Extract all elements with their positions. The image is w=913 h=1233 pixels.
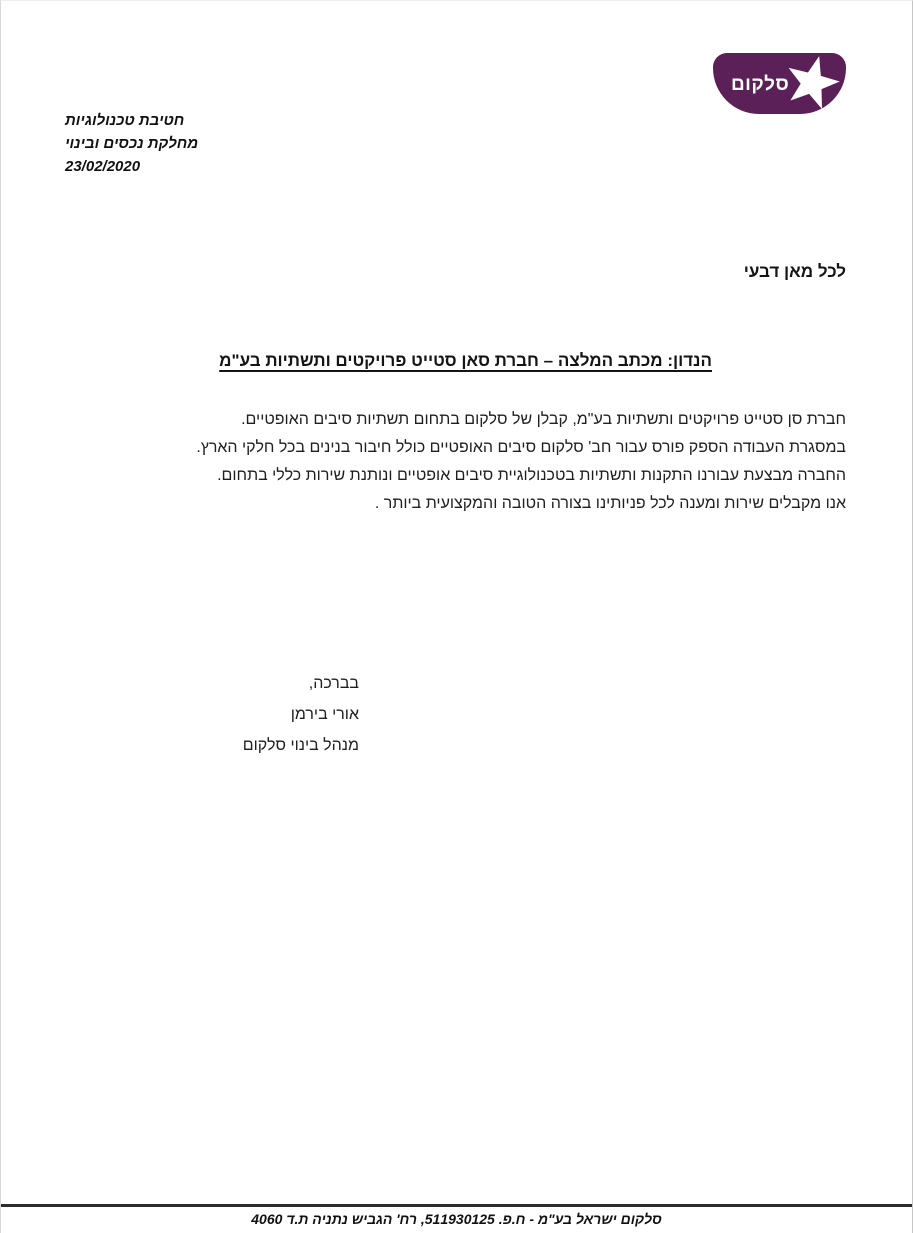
letterhead-department: מחלקת נכסים ובינוי [65, 135, 199, 152]
body-line: חברת סן סטייט פרויקטים ותשתיות בע"מ, קבלן של סלקום בתחום תשתיות סיבים האופטיים. [241, 411, 846, 428]
signature-title: מנהל בינוי סלקום [242, 737, 359, 754]
letterhead-date: 23/02/2020 [65, 158, 141, 175]
recipient-line: לכל מאן דבעי [743, 262, 846, 281]
body-line: אנו מקבלים שירות ומענה לכל פניותינו בצורה הטובה והמקצועית ביותר . [374, 495, 846, 512]
subject-line: הנדון: מכתב המלצה – חברת סאן סטייט פרויקטים ותשתיות בע"מ [219, 351, 712, 370]
signature-closing: בברכה, [308, 675, 359, 692]
letterhead-block [65, 109, 198, 178]
signature-name: אורי בירמן [290, 706, 359, 723]
body-line: במסגרת העבודה הספק פורס עבור חב' סלקום סיבים האופטיים כולל חיבור בנינים בכל חלקי הארץ. [196, 439, 846, 456]
footer-divider [1, 1204, 912, 1207]
body-line: החברה מבצעת עבורנו התקנות ותשתיות בטכנולוגיית סיבים אופטיים ונותנת שירות כללי בתחום. [217, 467, 846, 484]
cellcom-star-icon [781, 54, 843, 112]
letterhead-division: חטיבת טכנולוגיות [65, 112, 185, 129]
cellcom-logo [713, 53, 846, 114]
signature-block [243, 668, 359, 761]
cellcom-wordmark: סלקום [731, 74, 790, 95]
footer-company-line: סלקום ישראל בע"מ - ח.פ. 511930125, רח' הגביש נתניה ת.ד 4060 [251, 1211, 662, 1227]
letter-body [196, 406, 846, 518]
